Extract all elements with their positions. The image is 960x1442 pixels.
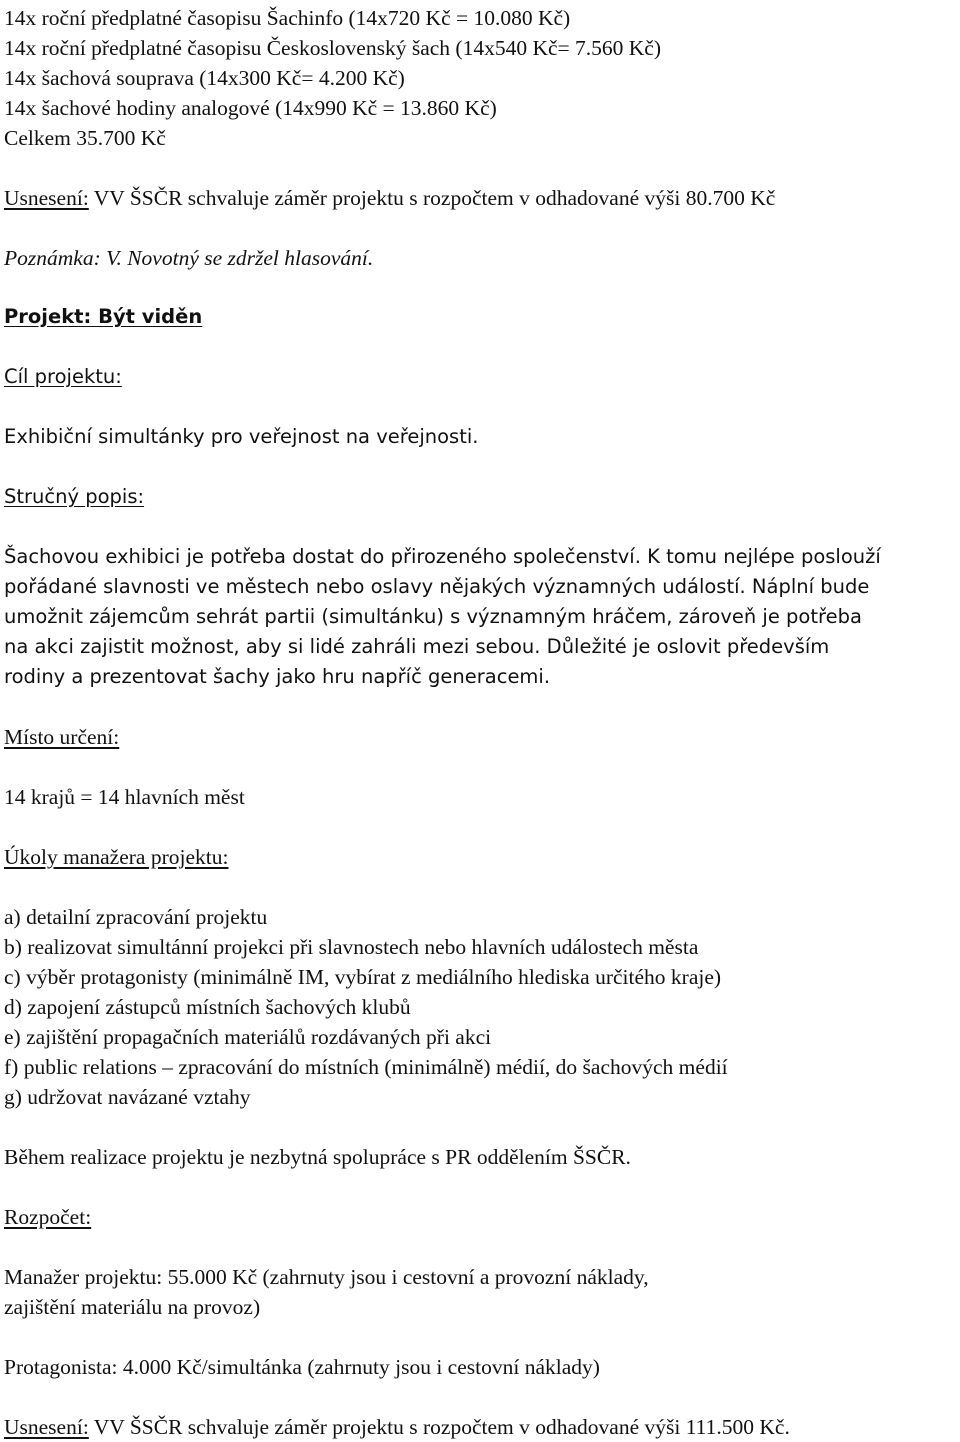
list-item: 14x šachová souprava (14x300 Kč= 4.200 Kč) — [4, 66, 405, 90]
resolution-1 — [4, 183, 775, 213]
list-item: 14x šachové hodiny analogové (14x990 Kč = 13.860 Kč) — [4, 96, 497, 120]
task-item: c) výběr protagonisty (minimálně IM, vybírat z mediálního hlediska určitého kraje) — [4, 965, 722, 989]
task-item: b) realizovat simultánní projekci při slavnostech nebo hlavních událostech města — [4, 935, 699, 959]
task-item: f) public relations – zpracování do místních (minimálně) médií, do šachových médií — [4, 1055, 728, 1079]
resolution-label: Usnesení: — [4, 1415, 89, 1439]
note-label: Poznámka: — [4, 246, 101, 270]
budget-manager-line: zajištění materiálu na provoz) — [4, 1295, 261, 1319]
task-item: e) zajištění propagačních materiálů rozdávaných při akci — [4, 1025, 492, 1049]
budget-protagonist: Protagonista: 4.000 Kč/simultánka (zahrnuty jsou i cestovní náklady) — [4, 1355, 600, 1379]
summary-heading: Stručný popis: — [4, 485, 145, 508]
note — [4, 243, 373, 273]
list-item: 14x roční předplatné časopisu Československý šach (14x540 Kč= 7.560 Kč) — [4, 36, 661, 60]
project-title: Projekt: Být viděn — [4, 305, 203, 328]
budget-heading: Rozpočet: — [4, 1205, 92, 1229]
location-heading: Místo určení: — [4, 725, 120, 749]
resolution-text: VV ŠSČR schvaluje záměr projektu s rozpočtem v odhadované výši 80.700 Kč — [88, 186, 776, 210]
task-item: d) zapojení zástupců místních šachových klubů — [4, 995, 411, 1019]
goal-heading: Cíl projektu: — [4, 365, 122, 388]
task-item: g) udržovat navázané vztahy — [4, 1085, 251, 1109]
resolution-text: VV ŠSČR schvaluje záměr projektu s rozpočtem v odhadované výši 111.500 Kč. — [88, 1415, 790, 1439]
location-text: 14 krajů = 14 hlavních měst — [4, 785, 245, 809]
tasks-heading: Úkoly manažera projektu: — [4, 845, 229, 869]
note-text: V. Novotný se zdržel hlasování. — [100, 246, 374, 270]
resolution-2 — [4, 1412, 790, 1442]
total-line: Celkem 35.700 Kč — [4, 126, 166, 150]
resolution-label: Usnesení: — [4, 186, 89, 210]
goal-text: Exhibiční simultánky pro veřejnost na veřejnosti. — [4, 425, 479, 448]
pr-note: Během realizace projektu je nezbytná spolupráce s PR oddělením ŠSČR. — [4, 1145, 631, 1169]
budget-manager-line: Manažer projektu: 55.000 Kč (zahrnuty jsou i cestovní a provozní náklady, — [4, 1265, 649, 1289]
summary-line: na akci zajistit možnost, aby si lidé zahráli mezi sebou. Důležité je oslovit především — [4, 635, 830, 658]
list-item: 14x roční předplatné časopisu Šachinfo (14x720 Kč = 10.080 Kč) — [4, 6, 571, 30]
summary-line: pořádané slavnosti ve městech nebo oslavy nějakých významných událostí. Náplní bude — [4, 575, 870, 598]
summary-line: rodiny a prezentovat šachy jako hru napříč generacemi. — [4, 665, 551, 688]
task-item: a) detailní zpracování projektu — [4, 905, 268, 929]
summary-line: Šachovou exhibici je potřeba dostat do přirozeného společenství. K tomu nejlépe poslouží — [4, 545, 881, 568]
summary-line: umožnit zájemcům sehrát partii (simultánku) s významným hráčem, zároveň je potřeba — [4, 605, 862, 628]
